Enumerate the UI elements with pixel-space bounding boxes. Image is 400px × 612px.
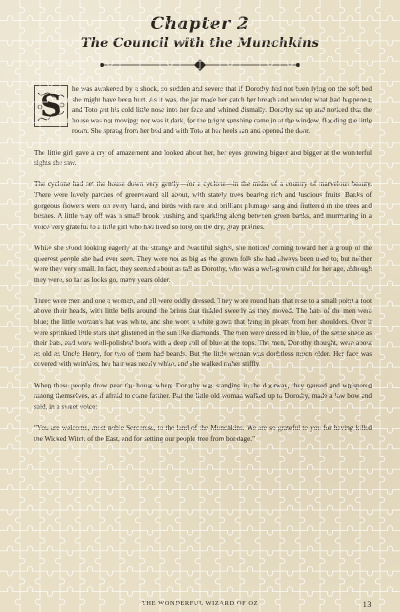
chapter-text — [34, 84, 372, 455]
paragraph: Three were men and one a woman, and all were oddly dressed. They wore round hats that rose to a small point a foot above their heads, with little bells around the brims that tinkled sweetly as they moved. The hats of the men were blue; the little woman's hat was white, and she wore a white gown that hung in pleats from her shoulders. Over it were sprinkled little stars that glistened in the sun like diamonds. The men were dressed in blue, of the same shade as their hats, and wore well-polished boots with a deep roll of blue at the tops. The men, Dorothy thought, were about as old as Uncle Henry, for two of them had beards. But the little woman was doubtless much older. Her face was covered with wrinkles, her hair was nearly white, and she walked rather stiffly. — [34, 296, 372, 369]
dropcap-letter: S — [40, 89, 62, 124]
paragraph: he was awakened by a shock, so sudden and severe that if Dorothy had not been lying on the soft bed she might have been hurt. As it was, the jar made her catch her breath and wonder what had happened; and Toto put his cold little nose into her face and whined dismally. Dorothy sat up and noticed that the house was not moving; nor was it dark, for the bright sunshine came in at the window, flooding the little room. She sprang from her bed and with Toto at her heels ran and opened the door. — [72, 85, 372, 136]
divider-ornament — [100, 58, 300, 72]
chapter-subtitle: The Council with the Munchkins — [81, 36, 319, 51]
chapter-header — [0, 14, 400, 51]
page-number: 13 — [362, 600, 372, 609]
paragraph: The little girl gave a cry of amazement and looked about her, her eyes growing bigger and bigger at the wonderful sights she saw. — [34, 148, 372, 168]
dropcap-ornament — [34, 85, 68, 127]
paragraph: When these people drew near the house where Dorothy was standing in the doorway, they paused and whispered among themselves, as if afraid to come farther. But the little old woman walked up to Dorothy, made a low bow and said, in a sweet voice: — [34, 381, 372, 411]
footer-book-title: THE WONDERFUL WIZARD OF OZ — [141, 600, 259, 607]
paragraph: While she stood looking eagerly at the strange and beautiful sights, she noticed coming toward her a group of the queerest people she had ever seen. They were not as big as the grown folk she had always been used to; but neither were they very small. In fact, they seemed about as tall as Dorothy, who was a well-grown child for her age, although they were, so far as looks go, many years older. — [34, 243, 372, 284]
chapter-title: Chapter 2 — [150, 14, 250, 34]
paragraph: The cyclone had set the house down very gently—for a cyclone—in the midst of a country of marvelous beauty. There were lovely patches of greensward all about, with stately trees bearing rich and luscious fruits. Banks of gorgeous flowers were on every hand, and birds with rare and brilliant plumage sang and fluttered in the trees and bushes. A little way off was a small brook, rushing and sparkling along between green banks, and murmuring in a voice very grateful to a little girl who had lived so long on the dry, gray prairies. — [34, 180, 372, 231]
paragraph: "You are welcome, most noble Sorceress, to the land of the Munchkins. We are so grateful to you for having killed the Wicked Witch of the East, and for setting our people free from bondage." — [34, 424, 372, 443]
